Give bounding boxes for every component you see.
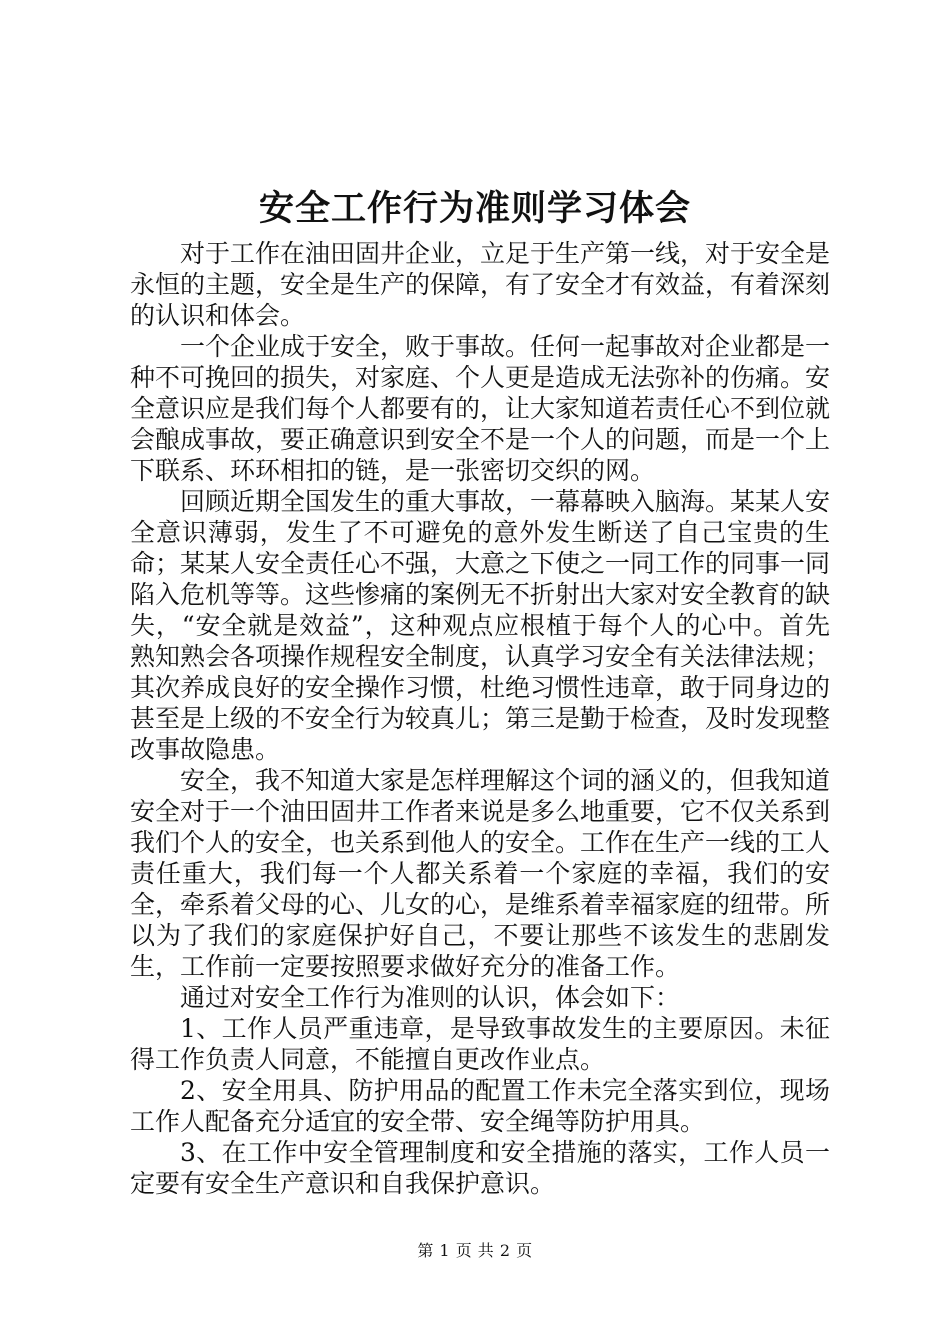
paragraph-summary-lead: 通过对安全工作行为准则的认识，体会如下： xyxy=(180,983,681,1012)
paragraph-enterprise-safety: 一个企业成于安全，败于事故。任何一起事故对企业都是一种不可挽回的损失，对家庭、个人更是造成无法弥补的伤痛。安全意识应是我们每个人都要有的，让大家知道若责任心不到位就会酿成事故，要正确意识到安全不是一个人的问题，而是一个上下联系、环环相扣的链，是一张密切交织的网。 xyxy=(130,332,831,485)
document-title: 安全工作行为准则学习体会 xyxy=(258,188,691,229)
page-footer: 第 1 页 共 2 页 xyxy=(417,1241,533,1260)
list-item-1: 1、工作人员严重违章，是导致事故发生的主要原因。未征得工作负责人同意，不能擅自更改作业点。 xyxy=(130,1014,830,1074)
list-item-2: 2、安全用具、防护用品的配置工作未完全落实到位，现场工作人配备充分适宜的安全带、安全绳等防护用具。 xyxy=(130,1076,830,1136)
paragraph-intro: 对于工作在油田固井企业，立足于生产第一线，对于安全是永恒的主题，安全是生产的保障，有了安全才有效益，有着深刻的认识和体会。 xyxy=(130,239,831,330)
paragraph-meaning-of-safety: 安全，我不知道大家是怎样理解这个词的涵义的，但我知道安全对于一个油田固井工作者来说是多么地重要，它不仅关系到我们个人的安全，也关系到他人的安全。工作在生产一线的工人责任重大，我们每一个人都关系着一个家庭的幸福，我们的安全，牵系着父母的心、儿女的心，是维系着幸福家庭的纽带。所以为了我们的家庭保护好自己，不要让那些不该发生的悲剧发生，工作前一定要按照要求做好充分的准备工作。 xyxy=(130,766,831,981)
list-item-3: 3、在工作中安全管理制度和安全措施的落实，工作人员一定要有安全生产意识和自我保护意识。 xyxy=(130,1138,830,1198)
paragraph-accident-review: 回顾近期全国发生的重大事故，一幕幕映入脑海。某某人安全意识薄弱，发生了不可避免的意外发生断送了自己宝贵的生命；某某人安全责任心不强，大意之下使之一同工作的同事一同陷入危机等等。这些惨痛的案例无不折射出大家对安全教育的缺失，“安全就是效益”，这种观点应根植于每个人的心中。首先熟知熟会各项操作规程安全制度，认真学习安全有关法律法规；其次养成良好的安全操作习惯，杜绝习惯性违章，敢于同身边的甚至是上级的不安全行为较真儿；第三是勤于检查，及时发现整改事故隐患。 xyxy=(130,487,831,764)
document-body xyxy=(130,238,830,1199)
